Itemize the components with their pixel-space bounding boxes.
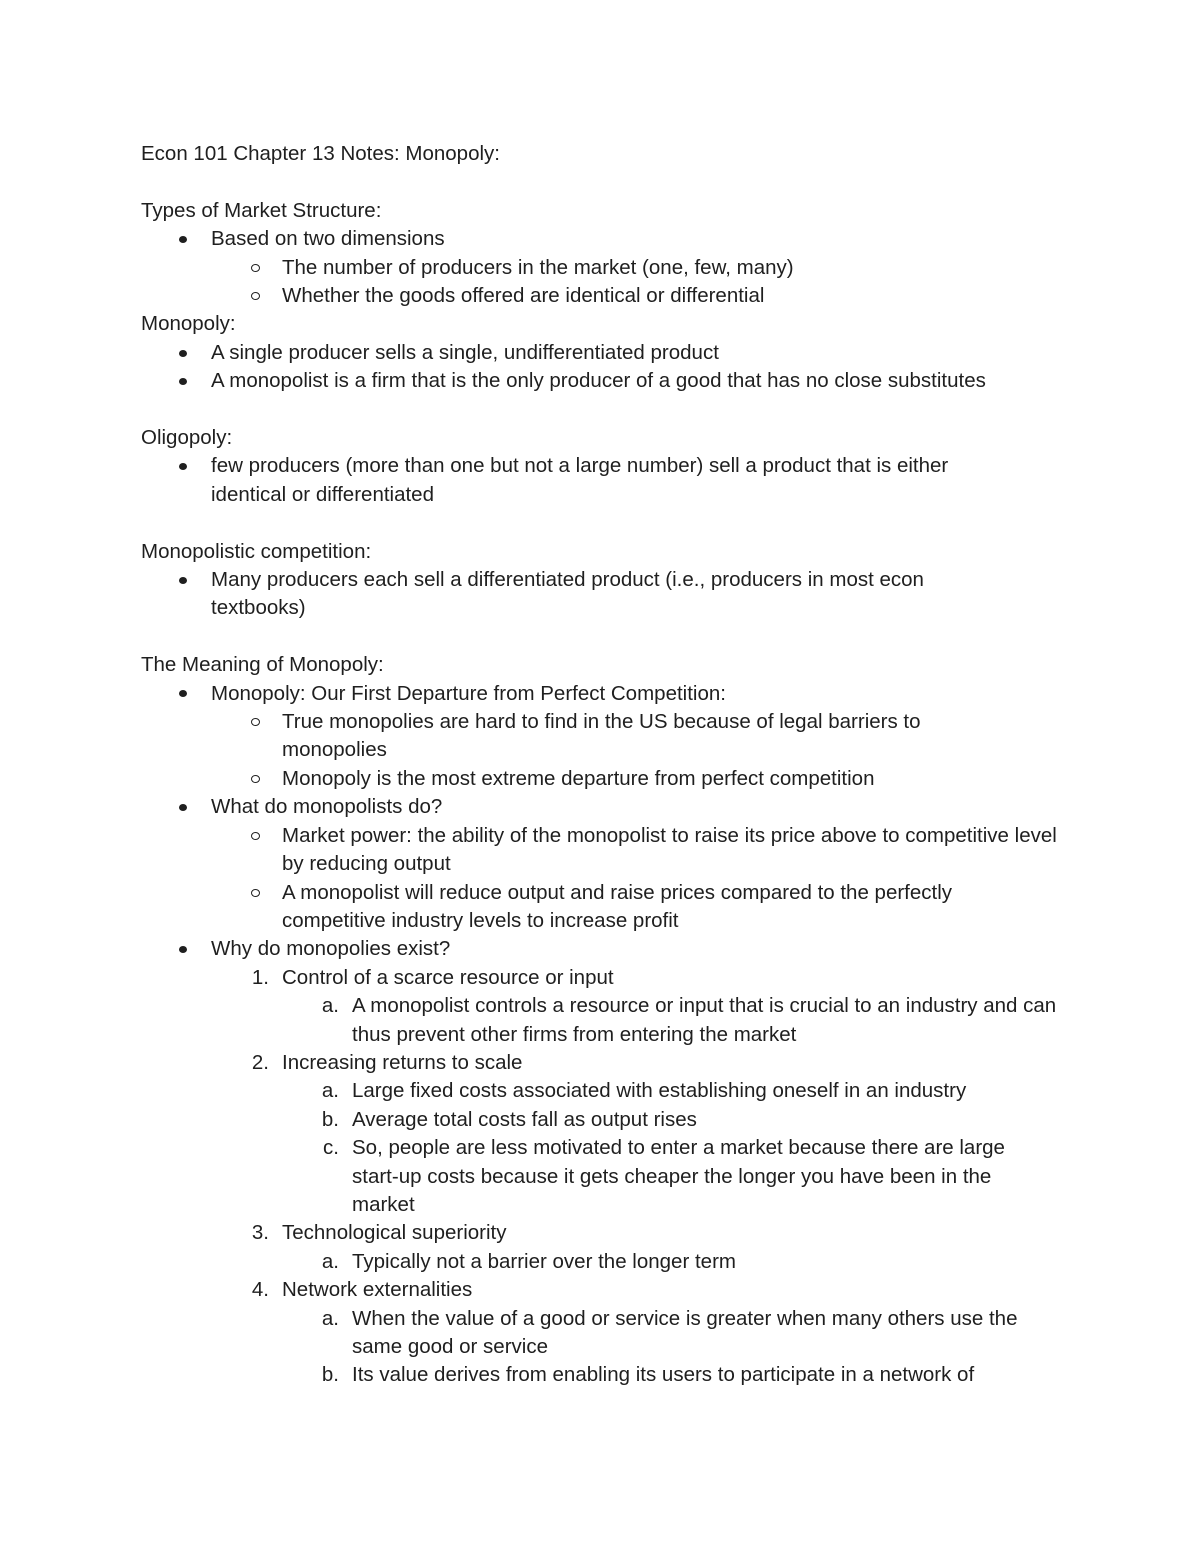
bullet-icon [177, 935, 189, 963]
list-number: 4. [251, 1278, 269, 1302]
numbered-item [141, 1049, 1071, 1077]
sub-bullet-text: True monopolies are hard to find in the US because of legal barriers to monopolies [282, 710, 921, 762]
bullet-item [141, 566, 1071, 623]
bullet-item [141, 680, 1071, 708]
hollow-bullet-icon [249, 879, 261, 907]
lettered-item [141, 1248, 1071, 1276]
list-letter: b. [321, 1107, 339, 1131]
bullet-item [141, 793, 1071, 821]
lettered-item [141, 1077, 1071, 1105]
sub-bullet-text: The number of producers in the market (one, few, many) [282, 255, 794, 279]
bullet-item [141, 339, 1071, 367]
sub-bullet-text: Market power: the ability of the monopolist to raise its price above to competitive level by reducing output [282, 823, 1057, 876]
bullet-text: Monopoly: Our First Departure from Perfect Competition: [211, 681, 726, 705]
list-number: 2. [251, 1050, 269, 1074]
lettered-text: So, people are less motivated to enter a market because there are large start-up costs because it gets cheaper the longer you have been in the market [352, 1136, 1005, 1216]
bullet-icon [177, 339, 189, 367]
list-letter: a. [321, 994, 339, 1018]
list-letter: a. [321, 1249, 339, 1273]
bullet-icon [177, 225, 189, 253]
bullet-item [141, 225, 1071, 253]
bullet-item [141, 935, 1071, 963]
section-heading-monopolistic-competition: Monopolistic competition: [141, 539, 372, 563]
bullet-icon [177, 452, 189, 480]
numbered-text: Control of a scarce resource or input [282, 965, 614, 989]
list-letter: a. [321, 1079, 339, 1103]
document-page [141, 140, 1071, 1390]
sub-bullet-item [141, 822, 1071, 879]
section-heading-oligopoly: Oligopoly: [141, 426, 233, 450]
numbered-item [141, 1276, 1071, 1304]
list-letter: a. [321, 1306, 339, 1330]
lettered-item [141, 1361, 1071, 1389]
lettered-item [141, 1305, 1071, 1362]
lettered-text: Its value derives from enabling its users to participate in a network of [352, 1363, 975, 1387]
bullet-text: few producers (more than one but not a large number) sell a product that is either identical or differentiated [211, 454, 949, 506]
sub-bullet-text: Monopoly is the most extreme departure from perfect competition [282, 766, 875, 790]
list-letter: c. [323, 1136, 339, 1160]
numbered-item [141, 1219, 1071, 1247]
bullet-text: Why do monopolies exist? [211, 937, 451, 961]
numbered-item [141, 964, 1071, 992]
numbered-text: Increasing returns to scale [282, 1050, 523, 1074]
bullet-icon [177, 367, 189, 395]
sub-bullet-item [141, 765, 1071, 793]
hollow-bullet-icon [249, 765, 261, 793]
lettered-text: Average total costs fall as output rises [352, 1107, 697, 1131]
blank-line [141, 396, 1071, 424]
sub-bullet-text: Whether the goods offered are identical or differential [282, 284, 765, 308]
sub-bullet-item [141, 254, 1071, 282]
list-number: 1. [251, 965, 269, 989]
bullet-text: A monopolist is a firm that is the only producer of a good that has no close substitutes [211, 369, 986, 393]
lettered-text: A monopolist controls a resource or input that is crucial to an industry and can thus prevent other firms from entering the market [352, 994, 1057, 1046]
sub-bullet-item [141, 282, 1071, 310]
sub-bullet-item [141, 708, 1071, 765]
hollow-bullet-icon [249, 254, 261, 282]
sub-bullet-item [141, 879, 1071, 936]
bullet-icon [177, 680, 189, 708]
hollow-bullet-icon [249, 282, 261, 310]
sub-bullet-text: A monopolist will reduce output and raise prices compared to the perfectly competitive industry levels to increase profit [282, 880, 953, 932]
document-title: Econ 101 Chapter 13 Notes: Monopoly: [141, 142, 500, 165]
blank-line [141, 168, 1071, 196]
section-heading-types: Types of Market Structure: [141, 198, 382, 222]
lettered-text: When the value of a good or service is greater when many others use the same good or service [352, 1306, 1018, 1358]
list-letter: b. [321, 1363, 339, 1387]
lettered-text: Typically not a barrier over the longer term [352, 1249, 736, 1273]
lettered-text: Large fixed costs associated with establishing oneself in an industry [352, 1079, 967, 1103]
bullet-item [141, 452, 1071, 509]
bullet-text: What do monopolists do? [211, 795, 443, 819]
bullet-item [141, 367, 1071, 395]
section-heading-meaning: The Meaning of Monopoly: [141, 653, 384, 677]
bullet-text: Many producers each sell a differentiated product (i.e., producers in most econ textbooks) [211, 568, 924, 620]
bullet-icon [177, 566, 189, 594]
lettered-item [141, 1106, 1071, 1134]
lettered-item [141, 1134, 1071, 1219]
bullet-text: A single producer sells a single, undifferentiated product [211, 340, 719, 364]
section-heading-monopoly: Monopoly: [141, 312, 236, 336]
bullet-icon [177, 793, 189, 821]
bullet-text: Based on two dimensions [211, 227, 445, 251]
blank-line [141, 509, 1071, 537]
hollow-bullet-icon [249, 708, 261, 736]
numbered-text: Network externalities [282, 1278, 473, 1302]
lettered-item [141, 992, 1071, 1049]
list-number: 3. [251, 1221, 269, 1245]
blank-line [141, 623, 1071, 651]
numbered-text: Technological superiority [282, 1221, 507, 1245]
hollow-bullet-icon [249, 822, 261, 850]
